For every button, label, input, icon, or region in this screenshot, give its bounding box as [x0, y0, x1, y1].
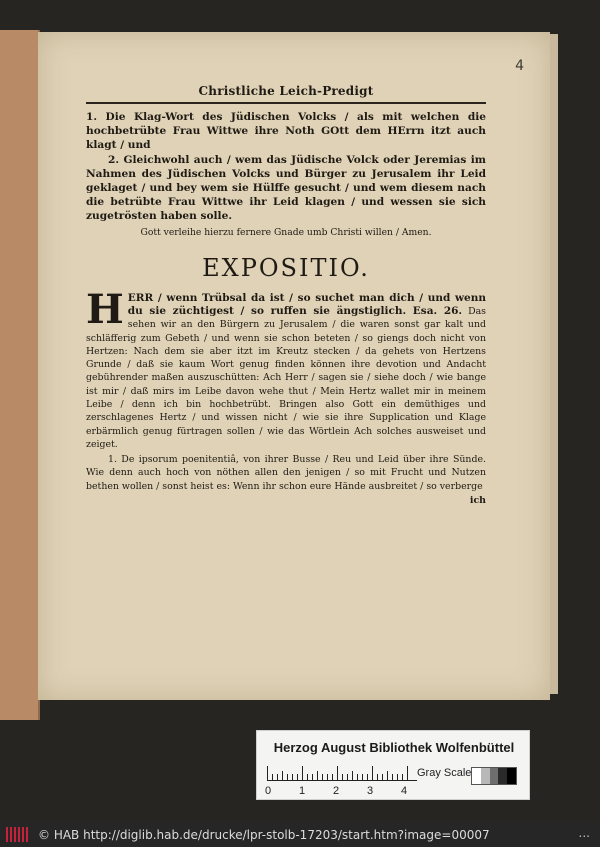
ruler-tick — [377, 774, 378, 780]
ruler-tick — [342, 774, 343, 780]
ruler-tick — [297, 774, 298, 780]
section-heading: EXPOSITIO. — [202, 253, 370, 282]
scale-number: 2 — [333, 785, 340, 797]
gray-swatch — [498, 768, 507, 784]
library-name: Herzog August Bibliothek Wolfenbüttel — [273, 740, 515, 755]
color-scale-bar — [256, 730, 530, 800]
header-rule — [86, 102, 486, 104]
ruler-tick — [287, 774, 288, 780]
closing-line: Gott verleihe hierzu fernere Gnade umb Christi willen / Amen. — [140, 226, 432, 238]
gray-swatch — [507, 768, 516, 784]
scanned-page — [38, 32, 550, 700]
ruler-tick — [352, 771, 353, 780]
running-head: Christliche Leich-Predigt — [198, 84, 374, 98]
ruler-tick — [357, 774, 358, 780]
ruler-tick — [382, 774, 383, 780]
ruler-tick — [282, 771, 283, 780]
hab-logo-icon — [6, 827, 30, 842]
ruler-tick — [272, 774, 273, 780]
gray-swatch — [481, 768, 490, 784]
copyright-url[interactable]: © HAB http://diglib.hab.de/drucke/lpr-stolb-17203/start.htm?image=00007 — [38, 827, 490, 842]
ruler-tick — [277, 774, 278, 780]
more-icon[interactable]: ... — [578, 826, 590, 840]
gray-scale-swatches — [471, 767, 517, 785]
ruler-tick — [372, 766, 373, 780]
scripture-quote: ERR / wenn Trübsal da ist / so suchet man dich / und wenn du sie züchtigest / so ruffen sie ängstiglich. Esa. 26. — [127, 291, 486, 317]
ruler-tick — [332, 774, 333, 780]
drop-cap: H — [86, 285, 124, 333]
ruler-tick — [307, 774, 308, 780]
ruler-tick — [397, 774, 398, 780]
scale-number: 3 — [367, 785, 374, 797]
intro-point-1: 1. Die Klag-Wort des Jüdischen Volcks / als mit welchen die hochbetrübte Frau Wittwe ihre Noth GOtt dem HErrn itzt auch klagt / und — [86, 111, 486, 152]
gray-scale-label: Gray Scale — [417, 767, 472, 779]
scale-numbers — [265, 785, 415, 799]
ruler-tick — [317, 771, 318, 780]
ruler-tick — [327, 774, 328, 780]
ruler-tick — [362, 774, 363, 780]
ruler-tick — [387, 771, 388, 780]
scale-number: 4 — [401, 785, 408, 797]
ruler-tick — [392, 774, 393, 780]
point-paragraph: 1. De ipsorum poenitentiâ, von ihrer Busse / Reu und Leid über ihre Sünde. Wie denn auch hoch von nöthen allen den jenigen / so mit Frucht und Nutzen bethen wollen / sonst heist es: Wenn ihr schon eure Hände ausbreitet / so verberge — [86, 454, 486, 492]
ruler-tick — [302, 766, 303, 780]
exposition-body: Das sehen wir an den Bürgern zu Jerusalem / die waren sonst gar kalt und schläfferig zum Gebeth / und wenn sie schon beteten / so giengs doch nicht von Hertzen: Nach dem sie aber itzt im Kreutz stecken / da gehets von Hertzens Grunde / daß sie kaum Wort genug finden können ihre devotion und Andacht gebührender maßen auszuschütten: Ach Herr / sagen sie / siehe doch / wie bange ist mir / daß mirs im Leibe davon wehe thut / Mein Hertz wallet mir in meinem Leibe / denn ich bin hochbetrübt. Bringen also Gott ein demüthiges und zerschlagenes Hertz / und wissen nicht / wie sie ihre Supplication und Klage erbärmlich genug fürtragen sollen / wie das Wörtlein Ach solches ausweiset und zeiget. — [86, 305, 486, 450]
scale-number: 0 — [265, 785, 272, 797]
ruler-tick — [347, 774, 348, 780]
book-cover-edge — [0, 30, 40, 720]
gray-swatch — [490, 768, 499, 784]
catchword: ich — [469, 495, 486, 507]
ruler-tick — [367, 774, 368, 780]
text-block — [86, 84, 486, 506]
exposition-paragraph — [86, 285, 486, 452]
intro-point-2: 2. Gleichwohl auch / wem das Jüdische Volck oder Jeremias im Nahmen des Jüdischen Volcks und Bürger zu Jerusalem ihr Leid geklaget / und bey wem sie Hülffe gesucht / und wem diesem nach die betrübte Frau Wittwe ihr Leid klagen / und wessen sie sich zugetrösten haben solle. — [86, 153, 486, 223]
scale-number: 1 — [299, 785, 306, 797]
folio-number: 4 — [515, 58, 524, 74]
ruler-tick — [267, 766, 268, 780]
ruler-tick — [402, 774, 403, 780]
scale-ruler — [267, 765, 417, 781]
ruler-tick — [292, 774, 293, 780]
ruler-tick — [337, 766, 338, 780]
footer-bar — [0, 822, 600, 847]
ruler-tick — [312, 774, 313, 780]
ruler-tick — [407, 766, 408, 780]
gray-swatch — [472, 768, 481, 784]
ruler-tick — [322, 774, 323, 780]
